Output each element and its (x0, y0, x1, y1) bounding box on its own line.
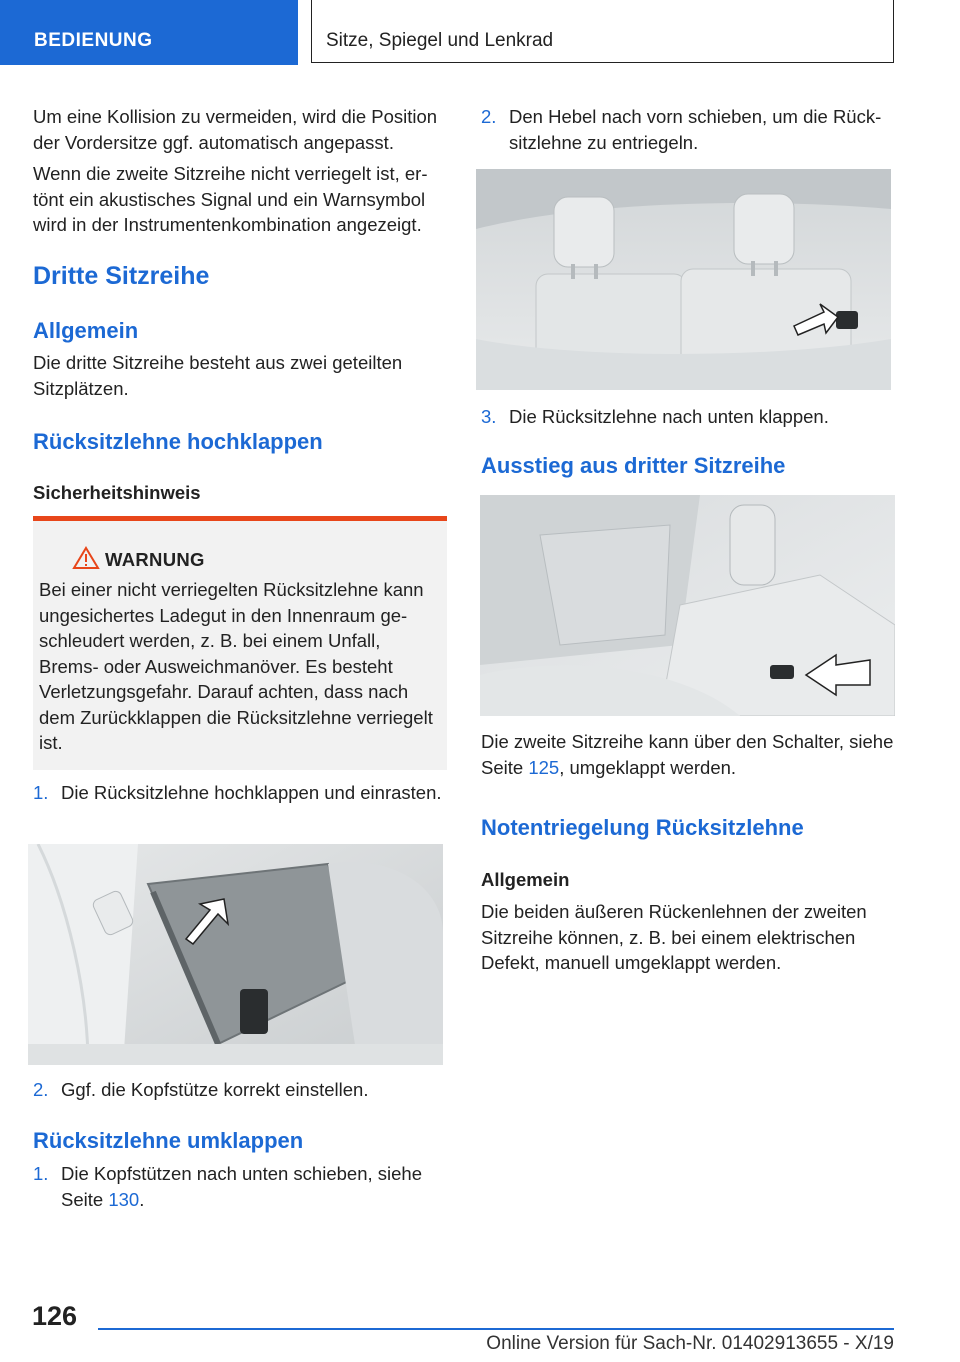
step-number: 3. (481, 406, 497, 427)
step-number: 2. (481, 106, 497, 127)
warning-box (33, 516, 447, 770)
step-number: 1. (33, 782, 49, 803)
section-tab (0, 0, 298, 65)
chapter-box (311, 0, 894, 63)
paragraph-part: , umgeklappt werden. (559, 756, 737, 778)
heading-umklappen: Rücksitzlehne umklappen (33, 1128, 304, 1153)
step-text-end: . (139, 1188, 145, 1210)
switch-image (480, 495, 895, 716)
page-link[interactable]: 125 (528, 756, 560, 778)
warning-title: WARNUNG (105, 549, 205, 570)
online-version-text: Online Version für Sach-Nr. 01402913655 - X/19 (486, 1333, 894, 1354)
heading-allgemein-right: Allgemein (481, 869, 570, 890)
paragraph: Um eine Kollision zu vermeiden, wird die Position der Vordersitze ggf. automatisch angepasst. (33, 106, 438, 153)
notentriegelung-text (481, 899, 897, 976)
step-text (61, 1161, 449, 1212)
paragraph (481, 729, 897, 780)
step-text-part: Die Kopfstützen nach unten schieben, siehe Seite (61, 1163, 422, 1210)
warning-triangle-icon (72, 546, 100, 570)
section-label: BEDIENUNG (34, 30, 153, 51)
heading-sicherheitshinweis: Sicherheitshinweis (33, 482, 201, 503)
heading-allgemein: Allgemein (33, 318, 139, 343)
paragraph-part: Die zweite Sitzreihe kann über den Schalter, siehe Seite (481, 731, 894, 778)
step-text: Die Rücksitzlehne nach unten klappen. (509, 406, 829, 427)
chapter-title: Sitze, Spiegel und Lenkrad (326, 30, 554, 51)
heading-hochklappen: Rücksitzlehne hochklappen (33, 429, 323, 454)
heading-notentriegelung: Notentriegelung Rücksitzlehne (481, 815, 804, 840)
paragraph: Wenn die zweite Sitzreihe nicht verriegelt ist, ertönt ein akustisches Signal und ein Warnsymbol wird in der Instrumentenkombination angezeigt. (33, 163, 428, 235)
heading-ausstieg: Ausstieg aus dritter Sitzreihe (481, 453, 786, 478)
step-number: 1. (33, 1163, 49, 1184)
step-text: Ggf. die Kopfstütze korrekt einstellen. (61, 1079, 369, 1100)
page-number: 126 (32, 1301, 78, 1331)
step-text: Den Hebel nach vorn schieben, um die Rücksitzlehne zu entriegeln. (509, 106, 882, 153)
ausstieg-text (481, 729, 897, 780)
step-text: Die Rücksitzlehne hochklappen und einrasten. (61, 782, 442, 803)
seat-flip-up-image (28, 844, 443, 1065)
lever-image (476, 169, 891, 390)
page-link[interactable]: 130 (108, 1188, 140, 1210)
intro-text (33, 104, 449, 238)
footer-rule (98, 1328, 894, 1330)
warning-text: Bei einer nicht verriegelten Rücksitzlehne kann ungesichertes Ladegut in den Innenraum geschleudert werden, z. B. bei einem Unfall, Brems- oder Ausweichmanöver. Es besteht Verletzungsgefahr. Darauf achten, dass nach dem Zurückklappen die Rücksitzlehne verriegelt ist. (39, 579, 433, 753)
paragraph: Die beiden äußeren Rückenlehnen der zweiten Sitzreihe können, z. B. bei einem elektrischen Defekt, manuell umgeklappt werden. (481, 901, 867, 973)
paragraph: Die dritte Sitzreihe besteht aus zwei geteilten Sitzplätzen. (33, 352, 403, 399)
step-number: 2. (33, 1079, 49, 1100)
heading-dritte-sitzreihe: Dritte Sitzreihe (33, 262, 210, 290)
